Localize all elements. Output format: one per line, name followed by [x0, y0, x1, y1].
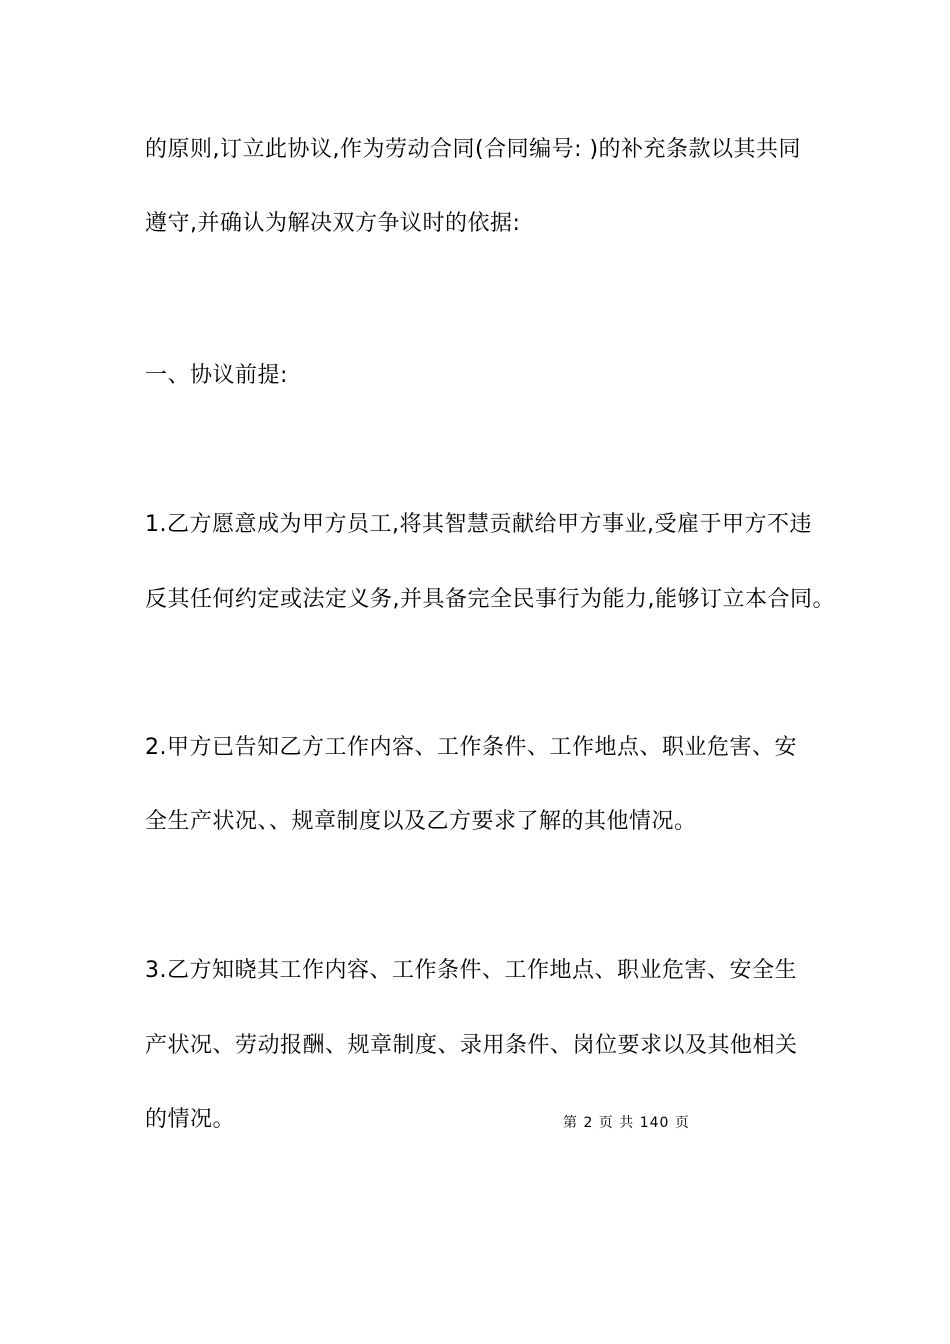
clause-2-line-1: 2.甲方已告知乙方工作内容、工作条件、工作地点、职业危害、安 [145, 735, 797, 760]
paragraph-1-line-1: 的原则,订立此协议,作为劳动合同(合同编号: )的补充条款以其共同 [145, 137, 802, 162]
clause-2-line-2: 全生产状况、、规章制度以及乙方要求了解的其他情况。 [145, 809, 697, 834]
clause-3-line-2: 产状况、劳动报酬、规章制度、录用条件、岗位要求以及其他相关 [145, 1033, 798, 1058]
paragraph-1-line-2: 遵守,并确认为解决双方争议时的依据: [145, 211, 521, 236]
page-number-footer: 第 2 页 共 140 页 [563, 1115, 690, 1131]
section-heading: 一、协议前提: [145, 363, 288, 388]
clause-1-line-1: 1.乙方愿意成为甲方员工,将其智慧贡献给甲方事业,受雇于甲方不违 [145, 512, 812, 537]
clause-3-line-3: 的情况。 [145, 1107, 236, 1132]
clause-3-line-1: 3.乙方知晓其工作内容、工作条件、工作地点、职业危害、安全生 [145, 958, 797, 983]
clause-1-line-2: 反其任何约定或法定义务,并具备完全民事行为能力,能够订立本合同。 [145, 587, 835, 612]
